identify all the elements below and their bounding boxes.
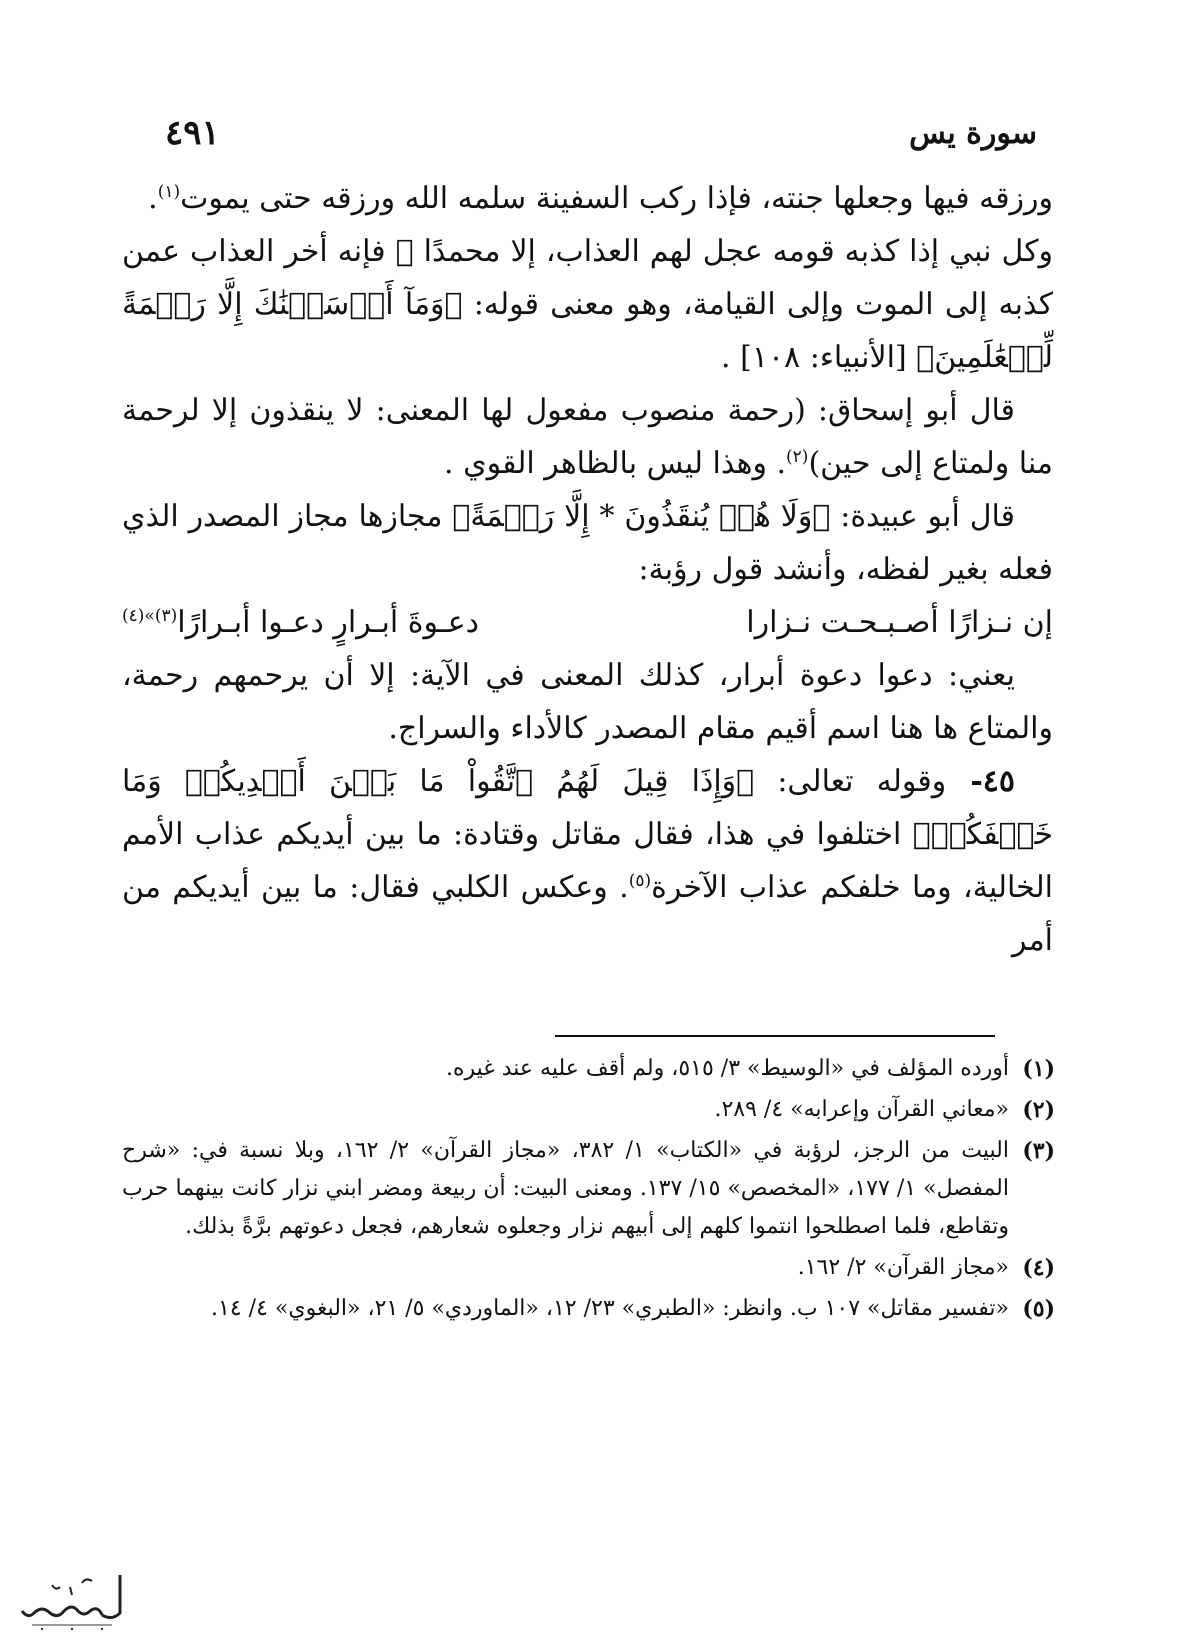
main-text: [122, 172, 1053, 967]
paragraph-2: وكل نبي إذا كذبه قومه عجل لهم العذاب، إلا محمدًا ﷺ فإنه أخر العذاب عمن كذبه إلى الموت وإلى القيامة، وهو معنى قوله: ﴿وَمَآ أَرۡسَلۡنَٰكَ إِلَّا رَحۡمَةً لِّلۡعَٰلَمِينَ﴾ [الأنبياء: ١٠٨] .: [122, 234, 1053, 375]
quran-quote: ﴿وَلَا هُمۡ يُنقَذُونَ * إِلَّا رَحۡمَةً﴾: [452, 499, 831, 534]
quran-quote: ﴿وَمَآ أَرۡسَلۡنَٰكَ إِلَّا رَحۡمَةً لِّلۡعَٰلَمِينَ﴾: [122, 287, 1053, 375]
verse-second-half: دعـوةَ أبـرارٍ دعـوا أبـرارًا: [177, 605, 480, 640]
paragraph-6: ٤٥- وقوله تعالى: ﴿وَإِذَا قِيلَ لَهُمُ ٱتَّقُواْ مَا بَيۡنَ أَيۡدِيكُمۡ وَمَا خَلۡفَكُمۡ﴾ اختلفوا في هذا، فقال مقاتل وقتادة: ما بين أيديكم عذاب الأمم الخالية، وما خلفكم عذاب الآخرة$^{(٥)}$. وعكس الكلبي فقال: ما بين أيديكم من أمر: [122, 764, 1053, 958]
verse-first-half: إن نـزارًا أصـبـحـت نـزارا: [746, 605, 1053, 640]
footnote-ref: (٥): [628, 871, 652, 891]
footnote-divider: [555, 1035, 995, 1037]
footnote: (٥) «تفسير مقاتل» ١٠٧ ب. وانظر: «الطبري» ٢٣/ ١٢، «الماوردي» ٥/ ٢١، «البغوي» ٤/ ١٤.: [211, 1296, 1055, 1322]
footnotes: [122, 1050, 1055, 1331]
footnote: (٢) «معاني القرآن وإعرابه» ٤/ ٢٨٩.: [714, 1097, 1055, 1123]
footnote-ref: (١): [157, 182, 181, 202]
page-header: [165, 108, 1037, 158]
page-number: ٤٩١: [165, 113, 220, 153]
footnote-ref: (٣)»(٤): [122, 606, 178, 626]
footnote-ref: (٢): [786, 447, 809, 467]
footnote: (٣) البيت من الرجز، لرؤبة في «الكتاب» ١/ ٣٨٢، «مجاز القرآن» ٢/ ١٦٢، وبلا نسبة في: «شرح المفصل» ١/ ١٧٧، «المخصص» ١٥/ ١٣٧. ومعنى البيت: أن ربيعة ومضر ابني نزار كانت بينهما حرب وتقاطع، فلما اصطلحوا انتموا كلهم إلى أبيهم نزار وجعلوه شعارهم، فجعل دعوتهم برَّةً بذلك.: [122, 1138, 1055, 1239]
publisher-logo: [12, 1565, 132, 1635]
quran-quote: ﴿وَإِذَا قِيلَ لَهُمُ ٱتَّقُواْ مَا بَيۡنَ أَيۡدِيكُمۡ وَمَا خَلۡفَكُمۡ﴾: [122, 764, 1053, 852]
footnote: (١) أورده المؤلف في «الوسيط» ٣/ ٥١٥، ولم أقف عليه عند غيره.: [445, 1056, 1055, 1082]
paragraph-5: يعني: دعوا دعوة أبرار، كذلك المعنى في الآية: إلا أن يرحمهم رحمة، والمتاع ها هنا اسم أقيم مقام المصدر كالأداء والسراج.: [122, 658, 1053, 746]
poetry-verse: [122, 596, 1053, 649]
paragraph-1: ورزقه فيها وجعلها جنته، فإذا ركب السفينة سلمه الله ورزقه حتى يموت$^{(١)}$.: [148, 181, 1053, 216]
footnote: (٤) «مجاز القرآن» ٢/ ١٦٢.: [797, 1255, 1055, 1281]
paragraph-3: قال أبو إسحاق: (رحمة منصوب مفعول لها المعنى: لا ينقذون إلا لرحمة منا ولمتاع إلى حين)$^{(٢)}$. وهذا ليس بالظاهر القوي .: [122, 393, 1053, 481]
paragraph-4: قال أبو عبيدة: ﴿وَلَا هُمۡ يُنقَذُونَ * إِلَّا رَحۡمَةً﴾ مجازها مجاز المصدر الذي فعله بغير لفظه، وأنشد قول رؤبة:: [122, 499, 1053, 587]
surah-name: سورة يس: [909, 115, 1037, 151]
verse-number: ٤٥-: [946, 764, 1016, 799]
